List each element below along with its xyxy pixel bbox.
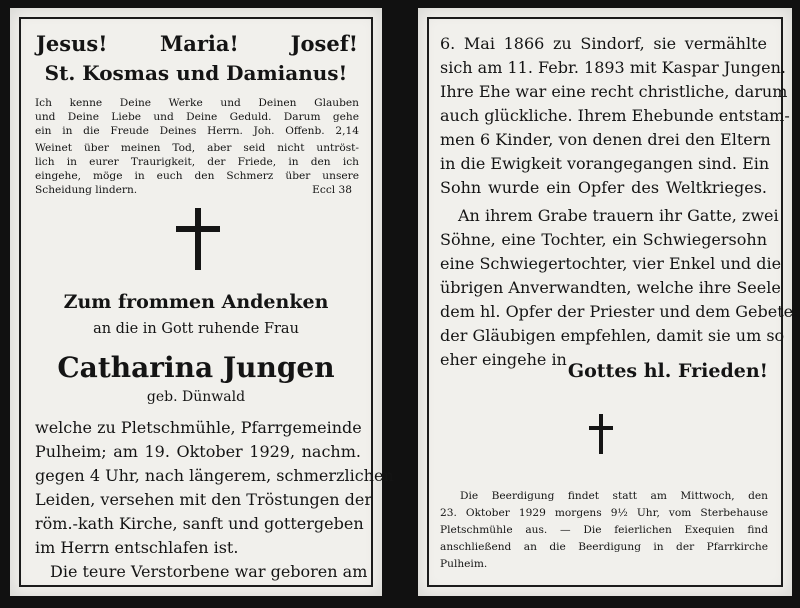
para1-line: sich am 11. Febr. 1893 mit Kaspar Jungen. <box>440 58 786 77</box>
invocation-maria: Maria! <box>160 31 239 56</box>
body-line-last: im Herrn entschlafen ist. <box>35 538 239 557</box>
memorial-heading: Zum frommen Andenken <box>63 291 329 313</box>
body-line: röm.-kath Kirche, sanft und gottergeben <box>35 514 364 533</box>
invocation-josef: Josef! <box>290 31 358 56</box>
funeral-line: Pletschmühle aus. — Die feierlichen Exequien find <box>440 524 768 536</box>
para2-line: übrigen Anverwandten, welche ihre Seele <box>440 278 781 297</box>
verse-line-last: Scheidung lindern. <box>35 184 138 196</box>
deceased-name: Catharina Jungen <box>57 351 335 384</box>
cross-icon <box>176 208 220 270</box>
funeral-line-last: Pulheim. <box>440 558 488 570</box>
para2-line: An ihrem Grabe trauern ihr Gatte, zwei <box>458 206 779 225</box>
closing-line: Die teure Verstorbene war geboren am <box>50 562 368 581</box>
left-card <box>10 8 394 596</box>
invocation-jesus: Jesus! <box>36 31 108 56</box>
verse-line: ein in die Freude Deines Herrn. Joh. Offenb. 2,14 <box>35 125 359 137</box>
para1-line: 6. Mai 1866 zu Sindorf, sie vermählte <box>440 34 767 53</box>
verse-line: Weinet über meinen Tod, aber seid nicht untröst- <box>35 142 359 154</box>
verse-reference: Eccl 38 <box>312 184 352 196</box>
verse-line: lich in eurer Traurigkeit, der Friede, in den ich <box>35 156 359 168</box>
para2-line: eine Schwiegertochter, vier Enkel und die <box>440 254 782 273</box>
body-line: welche zu Pletschmühle, Pfarrgemeinde <box>35 418 362 437</box>
para2-line-last: eher eingehe in <box>440 350 567 369</box>
para1-line: in die Ewigkeit vorangegangen sind. Ein <box>440 154 770 173</box>
body-line: Leiden, versehen mit den Tröstungen der <box>35 490 372 509</box>
saints-heading: St. Kosmas und Damianus! <box>44 61 348 85</box>
funeral-line: 23. Oktober 1929 morgens 9½ Uhr, vom Sterbehause <box>440 507 768 519</box>
body-line: gegen 4 Uhr, nach längerem, schmerzlichen <box>35 466 394 485</box>
funeral-line: anschließend an die Beerdigung in der Pfarrkirche <box>440 541 768 553</box>
para2-line: dem hl. Opfer der Priester und dem Gebete <box>440 302 794 321</box>
para1-line: men 6 Kinder, von denen drei den Eltern <box>440 130 771 149</box>
para2-line: Söhne, eine Tochter, ein Schwiegersohn <box>440 230 767 249</box>
verse-line: eingehe, möge in euch den Schmerz über unsere <box>35 170 359 182</box>
verse-line: und Deine Liebe und Deine Geduld. Darum gehe <box>35 111 359 123</box>
para1-line: auch glückliche. Ihrem Ehebunde entstam- <box>440 106 790 125</box>
para1-line-last: Sohn wurde ein Opfer des Weltkrieges. <box>440 178 767 197</box>
verse-line: Ich kenne Deine Werke und Deinen Glauben <box>35 97 359 109</box>
peace-heading: Gottes hl. Frieden! <box>567 360 768 382</box>
body-line: Pulheim; am 19. Oktober 1929, nachm. <box>35 442 361 461</box>
para1-line: Ihre Ehe war eine recht christliche, darum <box>440 82 788 101</box>
cross-icon <box>589 414 613 454</box>
para2-line: der Gläubigen empfehlen, damit sie um so <box>440 326 785 345</box>
funeral-line: Die Beerdigung findet statt am Mittwoch, den <box>460 490 768 502</box>
birth-name: geb. Dünwald <box>146 389 246 405</box>
memorial-subtitle: an die in Gott ruhende Frau <box>93 321 299 337</box>
right-card <box>418 8 792 596</box>
